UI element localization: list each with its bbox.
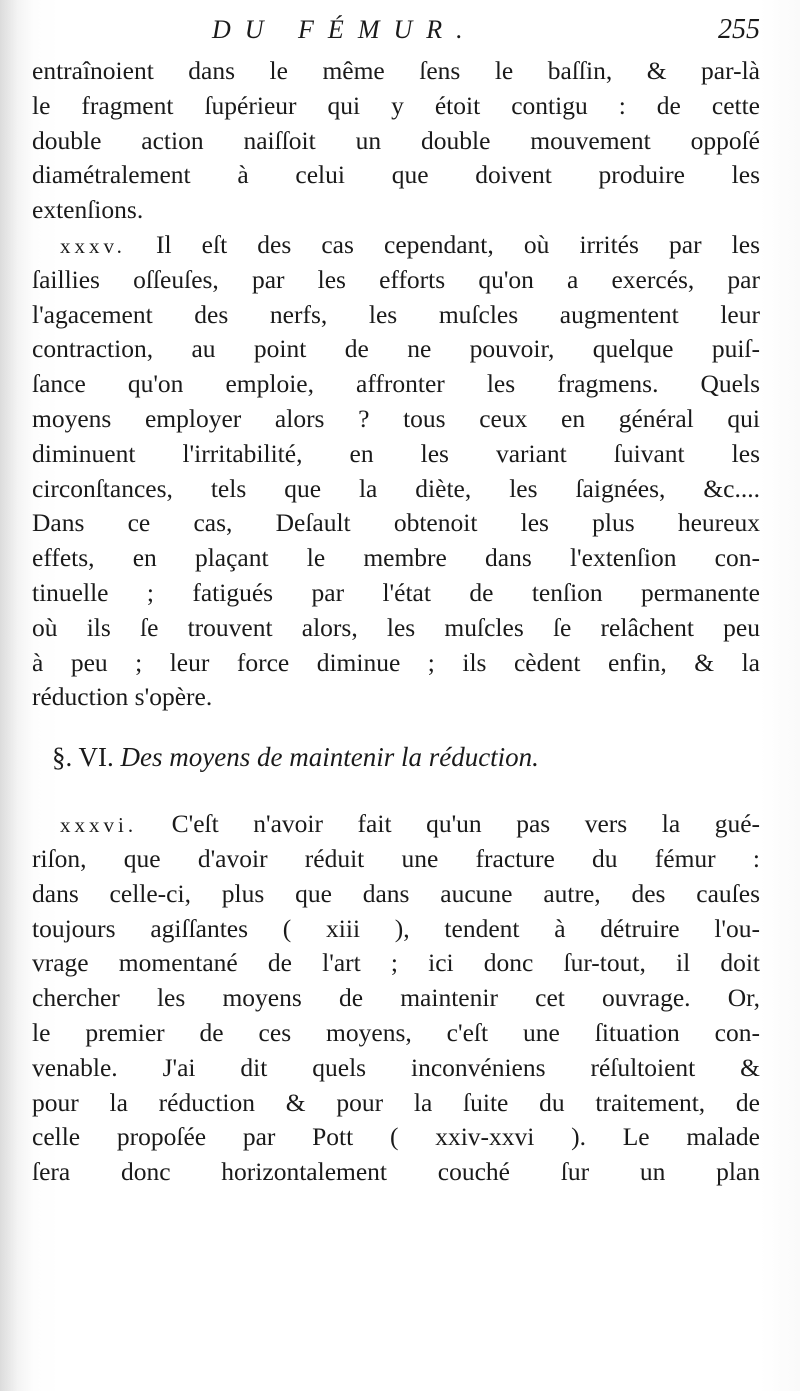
text-line: C'eſt n'avoir fait qu'un pas vers la gué- (171, 809, 761, 839)
body-text (32, 54, 760, 1190)
page-number: 255 (718, 14, 760, 45)
text-line: dans celle-ci, plus que dans aucune autre, des cauſes (32, 878, 760, 908)
text-line: venable. J'ai dit quels inconvéniens réſultoient & (32, 1052, 760, 1082)
text-line: tinuelle ; fatigués par l'état de tenſion permanente (32, 577, 760, 607)
text-line: à peu ; leur force diminue ; ils cèdent enfin, & la (32, 647, 760, 677)
text-line: l'agacement des nerfs, les muſcles augmentent leur (32, 299, 760, 329)
section-mark: §. VI. (52, 742, 114, 773)
text-line-first (32, 807, 760, 842)
text-line: diamétralement à celui que doivent produire les (32, 160, 760, 190)
paragraph-continuation (32, 54, 760, 228)
text-line: ſera donc horizontalement couché ſur un plan (32, 1157, 760, 1187)
text-line: chercher les moyens de maintenir cet ouvrage. Or, (32, 983, 760, 1013)
text-line: réduction s'opère. (32, 682, 213, 712)
text-line: riſon, que d'avoir réduit une fracture du fémur : (32, 843, 760, 873)
text-line: extenſions. (32, 195, 144, 225)
text-line: le premier de ces moyens, c'eſt une ſituation con- (32, 1017, 760, 1047)
paragraph-number: xxxvi. (60, 813, 138, 838)
paragraph-xxxv (32, 228, 760, 715)
text-line-first (32, 228, 760, 263)
running-title: DU FÉMUR. (212, 15, 477, 44)
section-title: Des moyens de maintenir la réduction. (120, 742, 539, 773)
text-line: celle propoſée par Pott ( xxiv-xxvi ). Le malade (32, 1122, 760, 1152)
paragraph-xxxvi (32, 807, 760, 1190)
text-line: circonſtances, tels que la diète, les ſaignées, &c.... (32, 473, 760, 503)
text-line: ſance qu'on emploie, affronter les fragmens. Quels (32, 369, 760, 399)
text-line: toujours agiſſantes ( xiii ), tendent à détruire l'ou- (32, 913, 760, 943)
text-line: moyens employer alors ? tous ceux en général qui (32, 403, 760, 433)
text-line: Il eſt des cas cependant, où irrités par les (156, 229, 761, 259)
page-header (30, 10, 760, 50)
section-heading (52, 739, 760, 775)
text-line: vrage momentané de l'art ; ici donc ſur-tout, il doit (32, 948, 760, 978)
text-line: Dans ce cas, Deſault obtenoit les plus heureux (32, 508, 760, 538)
paragraph-number: xxxv. (60, 233, 126, 258)
text-line: entraînoient dans le même ſens le baſſin, & par-là (32, 56, 760, 85)
text-line: double action naiſſoit un double mouvement oppoſé (32, 125, 760, 155)
text-line: diminuent l'irritabilité, en les variant ſuivant les (32, 438, 760, 468)
text-line: où ils ſe trouvent alors, les muſcles ſe relâchent peu (32, 612, 760, 642)
text-line: effets, en plaçant le membre dans l'extenſion con- (32, 543, 760, 573)
text-line: le fragment ſupérieur qui y étoit contigu : de cette (32, 90, 760, 120)
text-line: pour la réduction & pour la ſuite du traitement, de (32, 1087, 760, 1117)
text-line: contraction, au point de ne pouvoir, quelque puiſ- (32, 334, 760, 364)
text-line: ſaillies oſſeuſes, par les efforts qu'on a exercés, par (32, 264, 760, 294)
